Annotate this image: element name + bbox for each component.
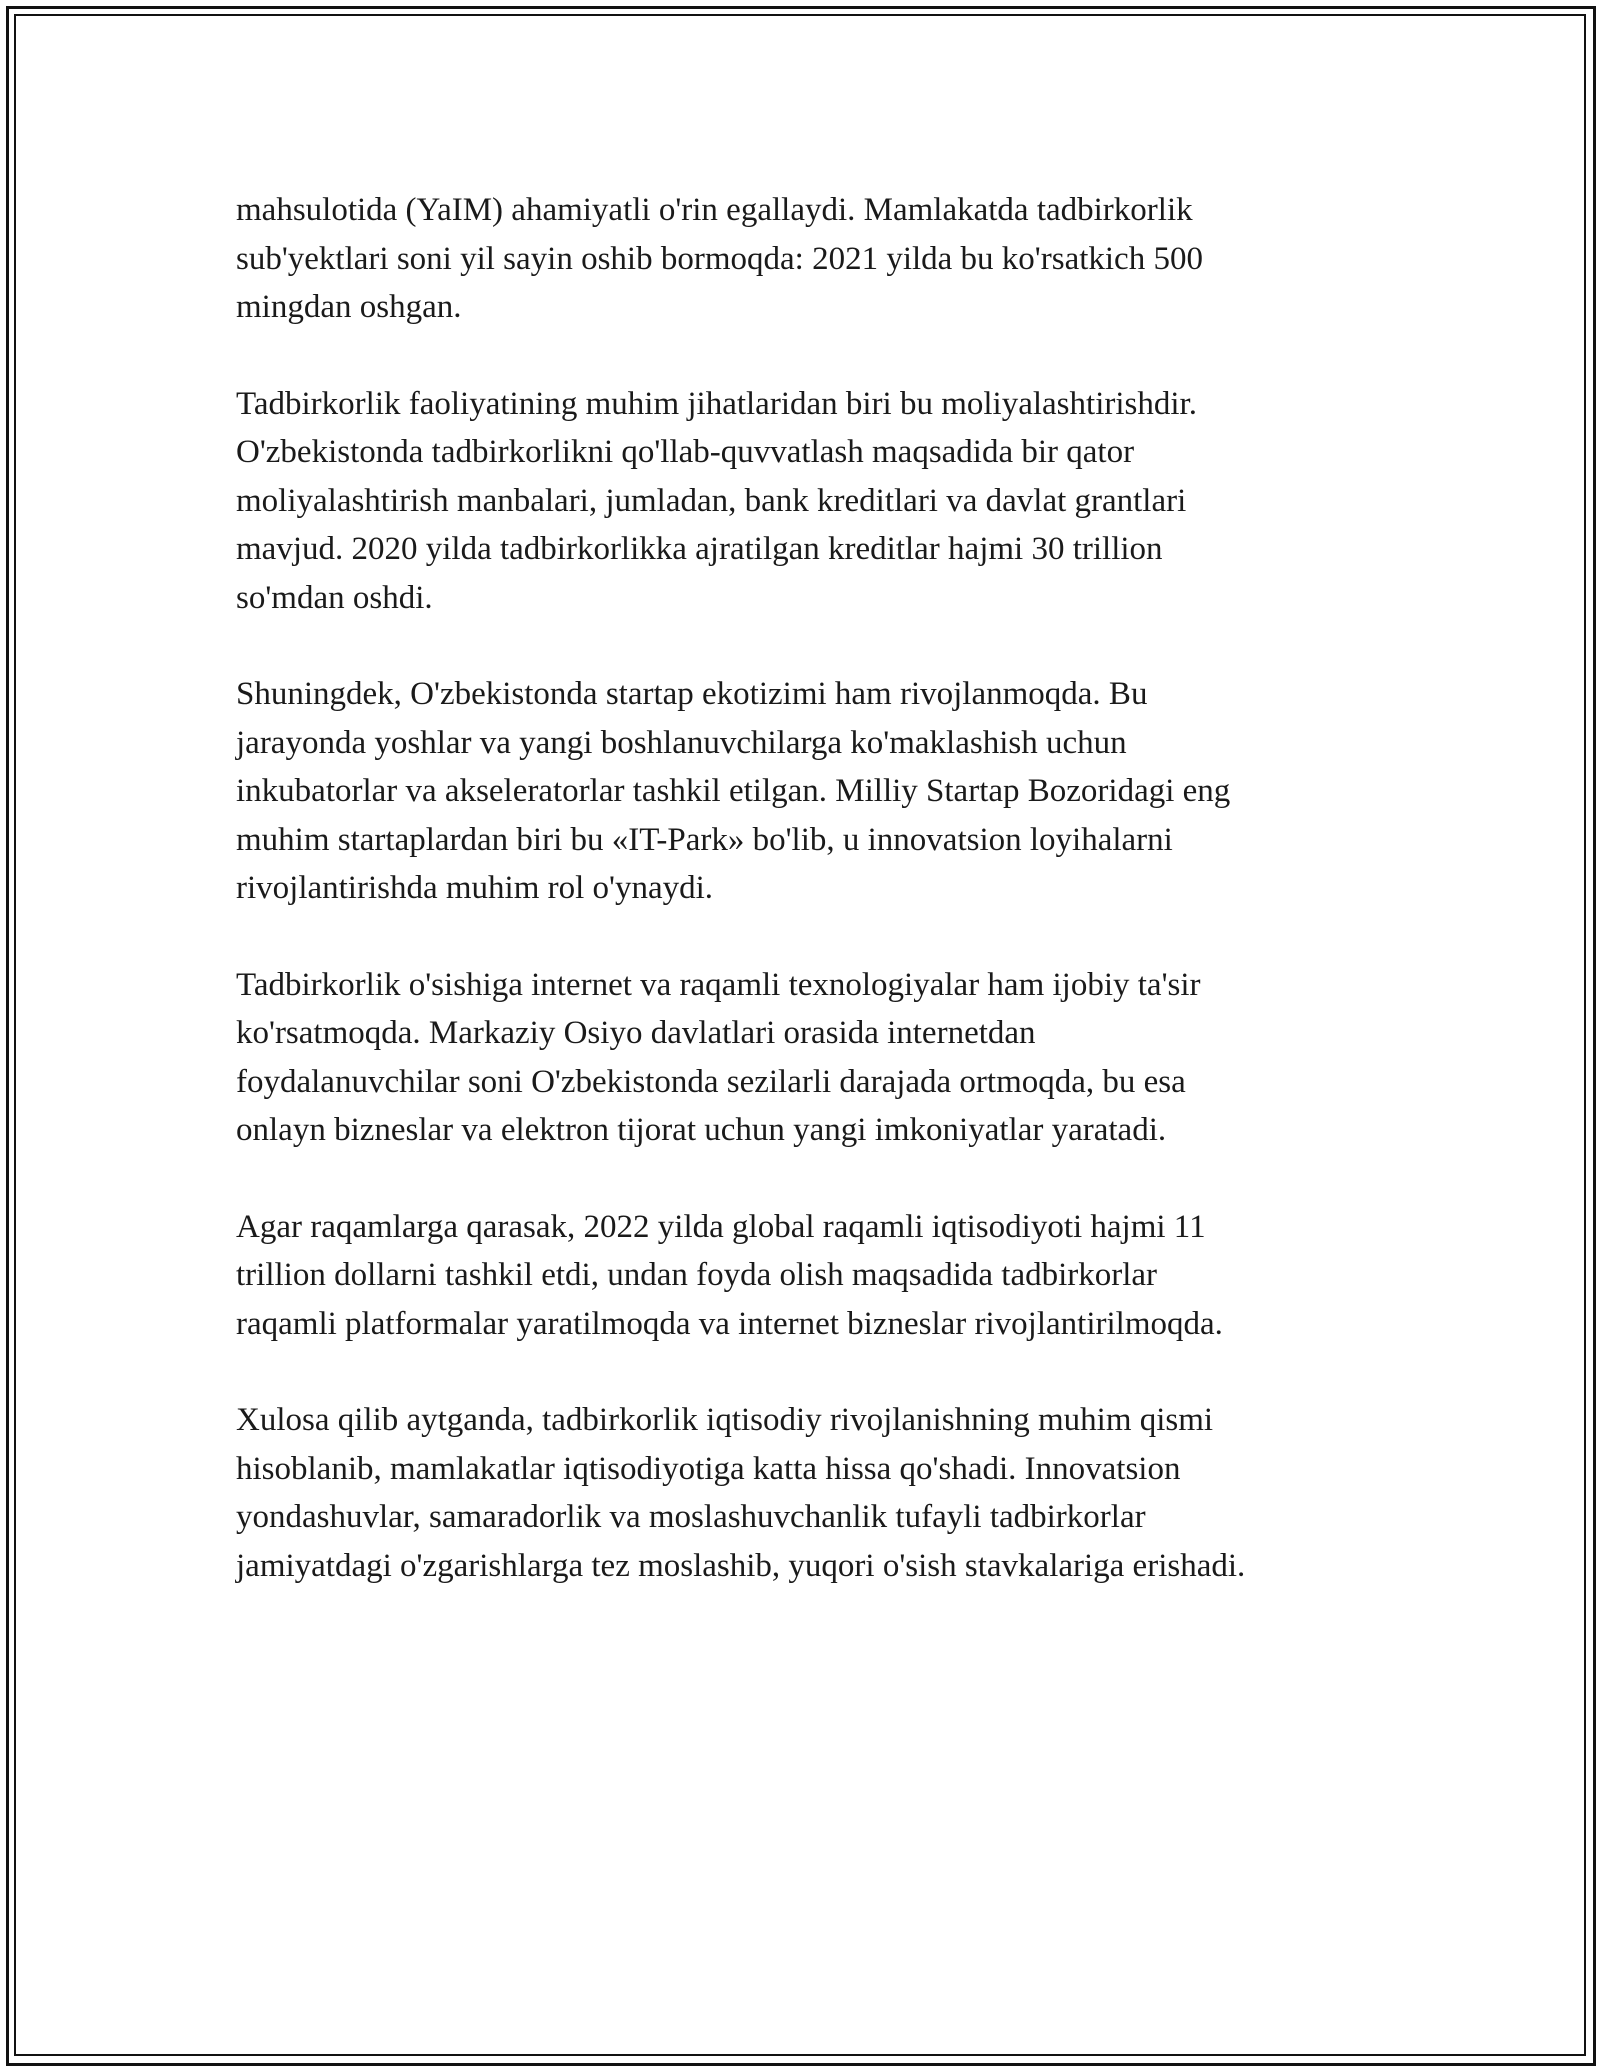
document-body	[236, 186, 1386, 1638]
text-line: muhim startaplardan biri bu «IT-Park» bo'lib, u innovatsion loyihalarni	[236, 821, 1173, 858]
paragraph-3	[236, 670, 1386, 913]
text-line: Tadbirkorlik faoliyatining muhim jihatlaridan biri bu moliyalashtirishdir.	[236, 385, 1197, 422]
text-line: foydalanuvchilar soni O'zbekistonda sezilarli darajada ortmoqda, bu esa	[236, 1063, 1186, 1100]
paragraph-4	[236, 961, 1386, 1155]
text-line: jarayonda yoshlar va yangi boshlanuvchilarga ko'maklashish uchun	[236, 724, 1127, 761]
text-line: onlayn bizneslar va elektron tijorat uchun yangi imkoniyatlar yaratadi.	[236, 1112, 1167, 1148]
text-line: Agar raqamlarga qarasak, 2022 yilda global raqamli iqtisodiyoti hajmi 11	[236, 1208, 1206, 1245]
text-line: raqamli platformalar yaratilmoqda va internet bizneslar rivojlantirilmoqda.	[236, 1305, 1223, 1342]
text-line: Tadbirkorlik o'sishiga internet va raqamli texnologiyalar ham ijobiy ta'sir	[236, 966, 1201, 1003]
text-line: mahsulotida (YaIM) ahamiyatli o'rin egallaydi. Mamlakatda tadbirkorlik	[236, 192, 1193, 228]
text-line: mavjud. 2020 yilda tadbirkorlikka ajratilgan kreditlar hajmi 30 trillion	[236, 531, 1163, 567]
text-line: jamiyatdagi o'zgarishlarga tez moslashib, yuqori o'sish stavkalariga erishadi.	[236, 1547, 1246, 1584]
text-line: sub'yektlari soni yil sayin oshib bormoqda: 2021 yilda bu ko'rsatkich 500	[236, 240, 1203, 277]
text-line: so'mdan oshdi.	[236, 579, 433, 616]
text-line: O'zbekistonda tadbirkorlikni qo'llab-quvvatlash maqsadida bir qator	[236, 434, 1135, 470]
paragraph-2	[236, 380, 1386, 623]
paragraph-6	[236, 1396, 1386, 1590]
text-line: Xulosa qilib aytganda, tadbirkorlik iqtisodiy rivojlanishning muhim qismi	[236, 1402, 1214, 1438]
text-line: rivojlantirishda muhim rol o'ynaydi.	[236, 870, 714, 906]
text-line: trillion dollarni tashkil etdi, undan foyda olish maqsadida tadbirkorlar	[236, 1257, 1158, 1293]
paragraph-1	[236, 186, 1386, 332]
text-line: moliyalashtirish manbalari, jumladan, bank kreditlari va davlat grantlari	[236, 482, 1187, 519]
text-line: inkubatorlar va akseleratorlar tashkil etilgan. Milliy Startap Bozoridagi eng	[236, 773, 1231, 809]
text-line: Shuningdek, O'zbekistonda startap ekotizimi ham rivojlanmoqda. Bu	[236, 676, 1148, 712]
text-line: hisoblanib, mamlakatlar iqtisodiyotiga katta hissa qo'shadi. Innovatsion	[236, 1450, 1181, 1487]
text-line: ko'rsatmoqda. Markaziy Osiyo davlatlari orasida internetdan	[236, 1015, 1036, 1051]
text-line: mingdan oshgan.	[236, 289, 462, 325]
text-line: yondashuvlar, samaradorlik va moslashuvchanlik tufayli tadbirkorlar	[236, 1499, 1146, 1535]
paragraph-5	[236, 1203, 1386, 1349]
